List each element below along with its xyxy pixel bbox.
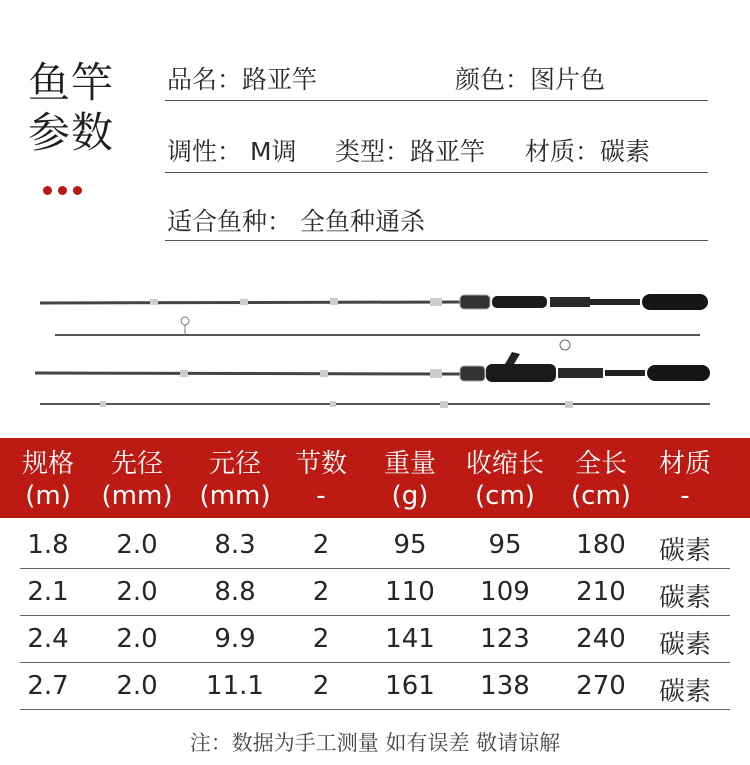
- title-line-2: 参数: [28, 108, 115, 157]
- cell-butt: 9.9: [214, 624, 256, 654]
- spinning-rod-icon: [40, 294, 708, 350]
- cell-spec: 2.7: [27, 671, 69, 701]
- dot-icon: [58, 186, 67, 195]
- measurement-note: 注：数据为手工测量 如有误差 敬请谅解: [189, 731, 561, 755]
- row-divider: [20, 709, 730, 710]
- cell-sections: 2: [312, 671, 330, 701]
- cell-tip: 2.0: [116, 530, 158, 560]
- table-header: 规格 (m) 先径 (mm) 元径 (mm) 节数 - 重量 (g) 收缩长 (cm) 全长 (cm) 材质 -: [0, 438, 750, 518]
- cell-material: 碳素: [658, 536, 711, 566]
- product-name: 品名：路亚竿: [167, 65, 318, 94]
- cell-spec: 1.8: [27, 530, 69, 560]
- cell-total: 270: [576, 671, 626, 701]
- cell-tip: 2.0: [116, 624, 158, 654]
- cell-closed: 95: [488, 530, 522, 560]
- cell-spec: 2.1: [27, 577, 69, 607]
- cell-weight: 141: [385, 624, 435, 654]
- info-row-name: [165, 58, 708, 101]
- section-title: [28, 58, 138, 158]
- product-material: 材质：碳素: [525, 137, 651, 166]
- cell-tip: 2.0: [116, 671, 158, 701]
- table-row: [0, 663, 750, 710]
- cell-closed: 109: [480, 577, 530, 607]
- table-row: [0, 522, 750, 569]
- cell-weight: 110: [385, 577, 435, 607]
- decorative-dots: [43, 180, 88, 199]
- cell-sections: 2: [312, 530, 330, 560]
- dot-icon: [73, 186, 82, 195]
- casting-rod-icon: [35, 352, 710, 408]
- cell-butt: 11.1: [206, 671, 264, 701]
- cell-weight: 161: [385, 671, 435, 701]
- cell-closed: 138: [480, 671, 530, 701]
- cell-spec: 2.4: [27, 624, 69, 654]
- cell-total: 240: [576, 624, 626, 654]
- info-row-specs: [165, 130, 708, 173]
- fishing-rods-image: [30, 288, 720, 418]
- table-row: [0, 616, 750, 663]
- cell-butt: 8.8: [214, 577, 256, 607]
- cell-total: 180: [576, 530, 626, 560]
- table-row: [0, 569, 750, 616]
- cell-tip: 2.0: [116, 577, 158, 607]
- cell-sections: 2: [312, 577, 330, 607]
- cell-total: 210: [576, 577, 626, 607]
- target-fish: 适合鱼种： 全鱼种通杀: [167, 207, 425, 236]
- cell-material: 碳素: [658, 583, 711, 613]
- dot-icon: [43, 186, 52, 195]
- cell-closed: 123: [480, 624, 530, 654]
- cell-butt: 8.3: [214, 530, 256, 560]
- product-color: 颜色：图片色: [455, 65, 606, 94]
- info-row-fish: [165, 200, 708, 241]
- product-type: 类型：路亚竿: [335, 137, 486, 166]
- product-action: 调性： M调: [167, 137, 297, 166]
- cell-material: 碳素: [658, 677, 711, 707]
- title-line-1: 鱼竿: [28, 58, 115, 107]
- cell-material: 碳素: [658, 630, 711, 660]
- cell-sections: 2: [312, 624, 330, 654]
- cell-weight: 95: [393, 530, 427, 560]
